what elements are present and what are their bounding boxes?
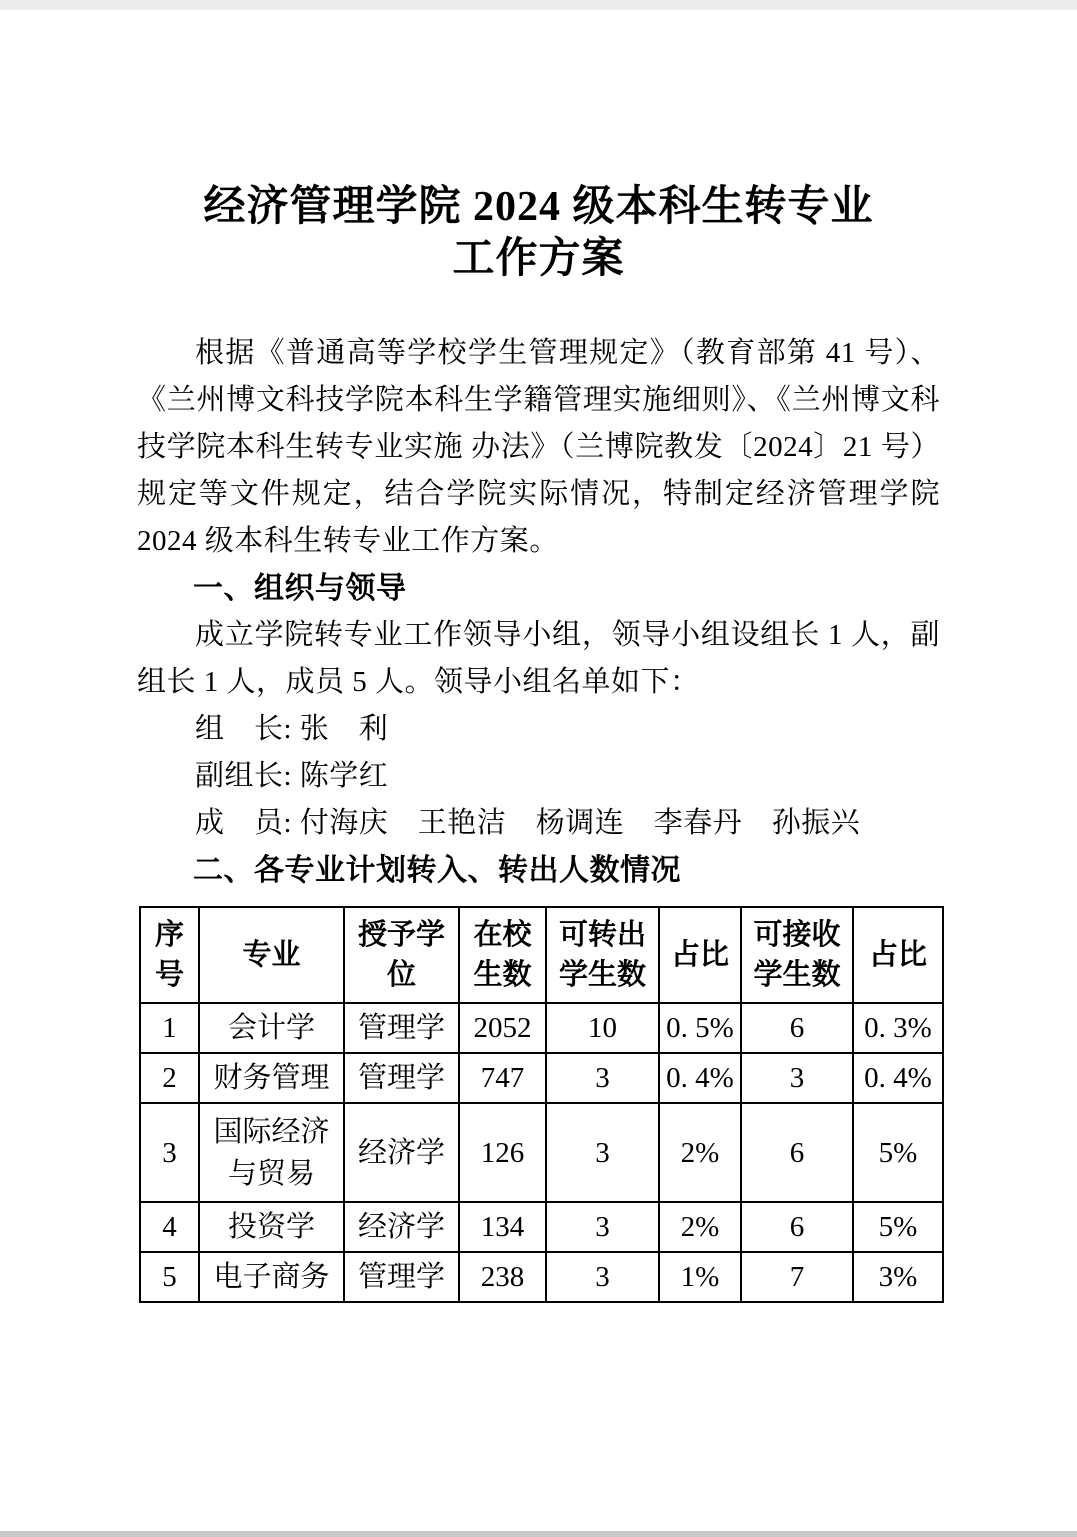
leadership-line-leader: 组 长: 张 利 [195,713,389,745]
col-header-accept-ratio: 占比 [853,907,943,1003]
cell-degree: 经济学 [344,1103,459,1202]
cell-transfer-out: 3 [546,1202,659,1252]
cell-accept: 6 [741,1003,853,1053]
cell-out-ratio: 0. 4% [659,1053,741,1103]
cell-major: 会计学 [199,1003,344,1053]
section-1-body: 成立学院转专业工作领导小组，领导小组设组长 1 人，副组长 1 人，成员 5 人。领导小组名单如下： [137,619,940,698]
leadership-line-members: 成 员: 付海庆 王艳洁 杨调连 李春丹 孙振兴 [195,807,861,839]
leadership-line-deputy: 副组长: 陈学红 [195,760,389,792]
cell-major: 财务管理 [199,1053,344,1103]
major-transfer-table [139,906,944,1303]
title-line-1: 经济管理学院 2024 级本科生转专业 [203,184,874,230]
cell-major: 电子商务 [199,1252,344,1302]
cell-degree: 管理学 [344,1053,459,1103]
cell-major: 投资学 [199,1202,344,1252]
cell-accept-ratio: 0. 4% [853,1053,943,1103]
col-header-index: 序号 [140,907,199,1003]
cell-out-ratio: 1% [659,1252,741,1302]
table-row [140,1252,943,1302]
intro-paragraph: 根据《普通高等学校学生管理规定》（教育部第 41 号）、《兰州博文科技学院本科生学籍管理实施细则》、《兰州博文科技学院本科生转专业实施 办法》（兰博院教发〔2024〕21 号）规定等文件规定，结合学院实际情况，特制定经济管理学院 2024 级本科生转专业工作方案。 [137,337,940,557]
col-header-transfer-out: 可转出学生数 [546,907,659,1003]
cell-enrolled: 126 [459,1103,546,1202]
cell-accept-ratio: 5% [853,1202,943,1252]
cell-index: 2 [140,1053,199,1103]
cell-transfer-out: 10 [546,1003,659,1053]
table-row [140,1003,943,1053]
cell-accept: 3 [741,1053,853,1103]
cell-enrolled: 238 [459,1252,546,1302]
col-header-enrolled: 在校生数 [459,907,546,1003]
section-1-heading: 一、组织与领导 [193,572,407,605]
viewer-top-edge [0,0,1077,10]
title-line-2: 工作方案 [452,236,625,282]
col-header-major: 专业 [199,907,344,1003]
cell-degree: 管理学 [344,1252,459,1302]
cell-accept: 6 [741,1103,853,1202]
cell-degree: 经济学 [344,1202,459,1252]
cell-major: 国际经济与贸易 [199,1103,344,1202]
col-header-accept: 可接收学生数 [741,907,853,1003]
cell-index: 5 [140,1252,199,1302]
cell-accept-ratio: 3% [853,1252,943,1302]
cell-enrolled: 2052 [459,1003,546,1053]
cell-accept: 7 [741,1252,853,1302]
cell-degree: 管理学 [344,1003,459,1053]
cell-accept-ratio: 0. 3% [853,1003,943,1053]
cell-out-ratio: 0. 5% [659,1003,741,1053]
cell-index: 4 [140,1202,199,1252]
cell-accept-ratio: 5% [853,1103,943,1202]
cell-index: 1 [140,1003,199,1053]
cell-enrolled: 747 [459,1053,546,1103]
table-row [140,1103,943,1202]
cell-out-ratio: 2% [659,1103,741,1202]
cell-transfer-out: 3 [546,1053,659,1103]
cell-index: 3 [140,1103,199,1202]
section-2-heading: 二、各专业计划转入、转出人数情况 [193,854,681,887]
table-row [140,1053,943,1103]
table-header-row [140,907,943,1003]
col-header-degree: 授予学位 [344,907,459,1003]
cell-accept: 6 [741,1202,853,1252]
cell-transfer-out: 3 [546,1103,659,1202]
viewer-bottom-edge [0,1531,1077,1537]
document-title [137,0,940,285]
col-header-out-ratio: 占比 [659,907,741,1003]
cell-out-ratio: 2% [659,1202,741,1252]
table-row [140,1202,943,1252]
cell-enrolled: 134 [459,1202,546,1252]
cell-transfer-out: 3 [546,1252,659,1302]
